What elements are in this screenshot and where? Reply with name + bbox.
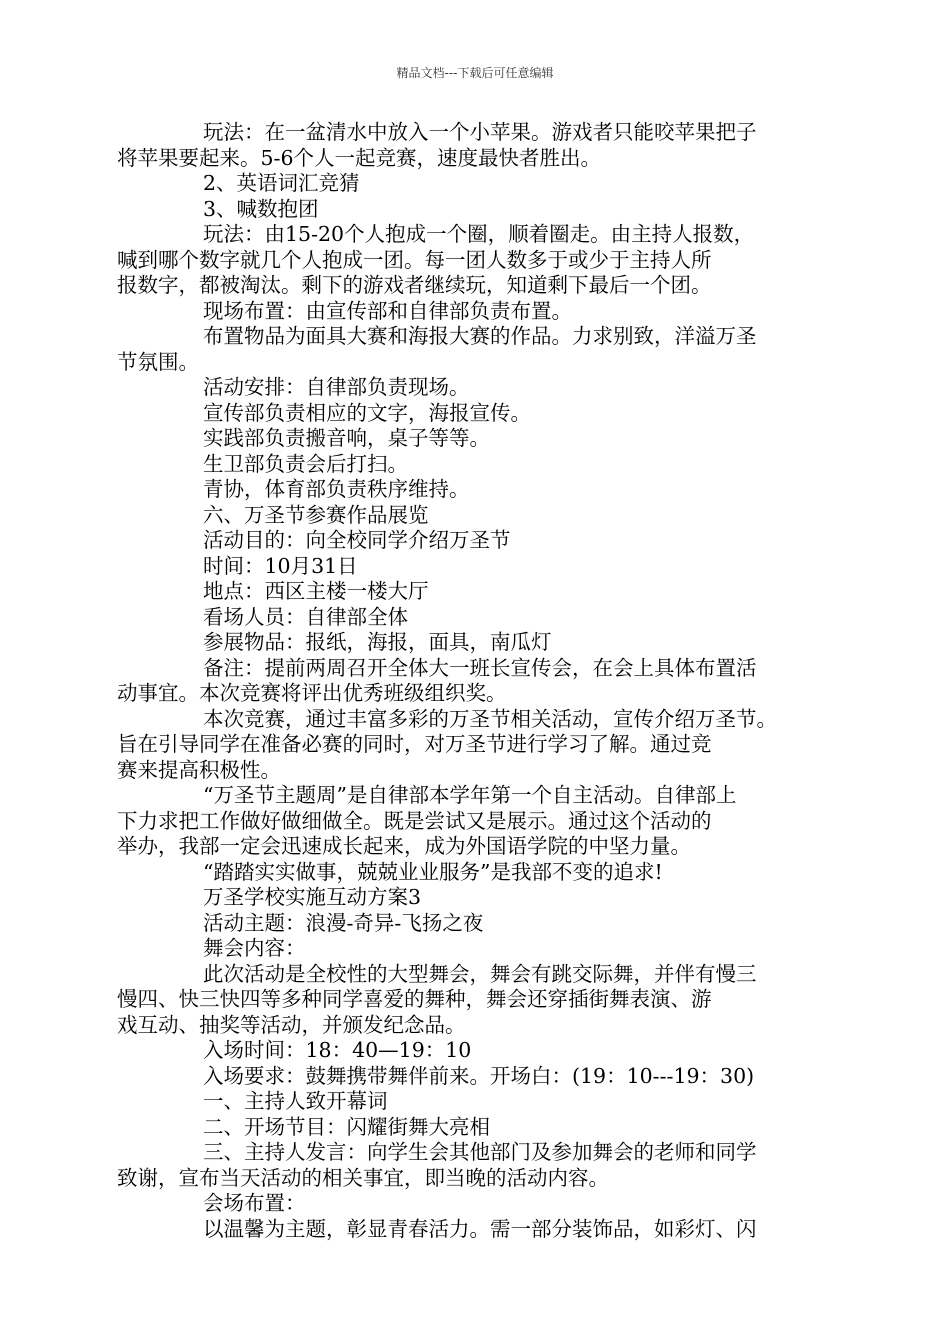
paragraph-line: 以温馨为主题，彰显青春活力。需一部分装饰品，如彩灯、闪 — [203, 1216, 757, 1241]
paragraph-continuation-line: 慢四、快三快四等多种同学喜爱的舞种，舞会还穿插街舞表演、游 — [117, 987, 712, 1011]
paragraph-line: 玩法：在一盆清水中放入一个小苹果。游戏者只能咬苹果把子 — [203, 120, 757, 144]
paragraph-line: 宣传部负责相应的文字，海报宣传。 — [203, 400, 531, 425]
paragraph-line: 2、英语词汇竞猜 — [203, 171, 360, 195]
paragraph-line: 二、开场节目：闪耀街舞大亮相 — [203, 1114, 490, 1139]
paragraph-line: 活动主题：浪漫-奇异-飞扬之夜 — [203, 910, 484, 935]
paragraph-line: 生卫部负责会后打扫。 — [203, 451, 408, 476]
paragraph-line: 此次活动是全校性的大型舞会，舞会有跳交际舞，并伴有慢三 — [203, 961, 757, 986]
paragraph-continuation-line: 节氛围。 — [117, 349, 199, 374]
paragraph-continuation-line: 下力求把工作做好做细做全。既是尝试又是展示。通过这个活动的 — [117, 808, 712, 833]
page-header: 精品文档---下载后可任意编辑 — [396, 66, 554, 80]
paragraph-line: 六、万圣节参赛作品展览 — [203, 502, 429, 527]
paragraph-line: 一、主持人致开幕词 — [203, 1089, 388, 1113]
paragraph-line: 布置物品为面具大赛和海报大赛的作品。力求别致，洋溢万圣 — [203, 324, 757, 348]
paragraph-continuation-line: 喊到哪个数字就几个人抱成一团。每一团人数多于或少于主持人所 — [117, 247, 712, 272]
paragraph-line: 参展物品：报纸，海报，面具，南瓜灯 — [203, 630, 552, 654]
paragraph-line: 实践部负责搬音响，桌子等等。 — [203, 426, 490, 450]
paragraph-line: 入场要求：鼓舞携带舞伴前来。开场白：(19：10---19：30) — [203, 1063, 755, 1088]
paragraph-line: 万圣学校实施互动方案3 — [203, 885, 422, 909]
paragraph-line: “踏踏实实做事，兢兢业业服务”是我部不变的追求! — [203, 859, 663, 884]
paragraph-line: “万圣节主题周”是自律部本学年第一个自主活动。自律部上 — [203, 783, 737, 807]
paragraph-line: 入场时间：18：40—19：10 — [203, 1038, 472, 1062]
paragraph-continuation-line: 将苹果要起来。5-6个人一起竞赛，速度最快者胜出。 — [117, 145, 602, 170]
paragraph-line: 3、喊数抱团 — [203, 196, 319, 221]
paragraph-continuation-line: 举办，我部一定会迅速成长起来，成为外国语学院的中坚力量。 — [117, 834, 691, 858]
document-body — [0, 120, 950, 1242]
paragraph-line: 时间：10月31日 — [203, 553, 358, 578]
paragraph-line: 看场人员：自律部全体 — [203, 604, 408, 629]
paragraph-line: 玩法：由15-20个人抱成一个圈，顺着圈走。由主持人报数， — [203, 222, 755, 246]
paragraph-continuation-line: 戏互动、抽奖等活动，并颁发纪念品。 — [117, 1012, 466, 1037]
paragraph-line: 地点：西区主楼一楼大厅 — [203, 579, 429, 603]
paragraph-continuation-line: 赛来提高积极性。 — [117, 757, 281, 782]
paragraph-continuation-line: 报数字，都被淘汰。剩下的游戏者继续玩，知道剩下最后一个团。 — [117, 273, 712, 297]
paragraph-line: 青协，体育部负责秩序维持。 — [203, 477, 470, 501]
paragraph-line: 本次竞赛，通过丰富多彩的万圣节相关活动，宣传介绍万圣节。 — [203, 706, 777, 731]
paragraph-continuation-line: 致谢，宣布当天活动的相关事宜，即当晚的活动内容。 — [117, 1165, 609, 1190]
paragraph-continuation-line: 旨在引导同学在准备必赛的同时，对万圣节进行学习了解。通过竞 — [117, 732, 712, 756]
paragraph-line: 活动安排：自律部负责现场。 — [203, 375, 470, 399]
paragraph-line: 会场布置： — [203, 1191, 306, 1215]
paragraph-line: 舞会内容： — [203, 936, 306, 960]
paragraph-line: 现场布置：由宣传部和自律部负责布置。 — [203, 298, 572, 323]
paragraph-line: 活动目的：向全校同学介绍万圣节 — [203, 528, 511, 552]
paragraph-line: 备注：提前两周召开全体大一班长宣传会，在会上具体布置活 — [203, 655, 757, 680]
paragraph-line: 三、主持人发言：向学生会其他部门及参加舞会的老师和同学 — [203, 1140, 757, 1164]
paragraph-continuation-line: 动事宜。本次竞赛将评出优秀班级组织奖。 — [117, 681, 507, 705]
